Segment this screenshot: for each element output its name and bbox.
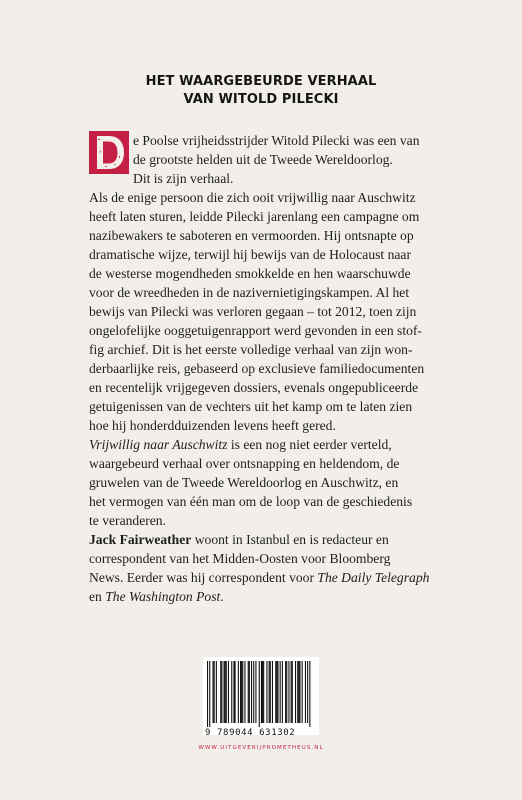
barcode-bar — [276, 661, 277, 723]
barcode-bar — [277, 661, 278, 723]
publisher-website: WWW.UITGEVERIJPROMETHEUS.NL — [198, 745, 324, 751]
barcode-bar — [209, 661, 210, 727]
summary-line-rest: is een nog niet eerder verteld, — [227, 437, 392, 452]
barcode-bar — [263, 661, 264, 723]
barcode-bar — [248, 661, 249, 723]
author-line — [89, 530, 459, 549]
barcode-bar — [261, 661, 262, 723]
author-line — [89, 587, 459, 606]
barcode-bar — [307, 661, 308, 723]
barcode-bar — [291, 661, 292, 723]
author-line-text: News. Eerder was hij correspondent voor — [89, 570, 318, 585]
barcode-bar — [238, 661, 239, 723]
barcode-bar — [292, 661, 293, 723]
barcode-bar — [244, 661, 245, 723]
barcode-bar — [305, 661, 306, 723]
story-paragraph — [89, 188, 459, 435]
story-line: Als de enige persoon die zich ooit vrijwillig naar Auschwitz — [89, 190, 416, 205]
barcode-bar — [309, 661, 310, 727]
barcode-bar — [242, 661, 243, 723]
barcode-bar — [297, 661, 298, 723]
barcode-bar — [221, 661, 222, 723]
barcode-bar — [224, 661, 225, 723]
newspaper-name: The Washington Post — [105, 589, 221, 604]
barcode-bar — [280, 661, 281, 723]
barcode-bar — [226, 661, 227, 723]
barcode-bar — [213, 661, 214, 723]
barcode-bar — [298, 661, 299, 723]
summary-line: het vermogen van één man om de loop van de geschiedenis — [89, 494, 413, 509]
story-line: de westerse mogendheden smokkelde en hen waarschuwde — [89, 266, 411, 281]
isbn-number: 9 789044 631302 — [205, 728, 296, 738]
barcode-bar — [270, 661, 271, 723]
barcode-bar — [225, 661, 226, 723]
story-line: dramatische wijze, terwijl hij bewijs van de Holocaust naar — [89, 247, 411, 262]
book-title: Vrijwillig naar Auschwitz — [89, 437, 228, 452]
barcode-bar — [228, 661, 229, 723]
intro-line: e Poolse vrijheidsstrijder Witold Pilecki was een van — [133, 133, 420, 148]
barcode-bar — [216, 661, 217, 723]
barcode-bar — [266, 661, 267, 723]
story-line: getuigenissen van de vechters uit het kamp om te laten zien — [89, 399, 413, 414]
summary-line: te veranderen. — [89, 513, 166, 528]
story-line: hoe hij honderdduizenden levens heeft gered. — [89, 418, 336, 433]
author-line: correspondent van het Midden-Oosten voor Bloomberg — [89, 551, 391, 566]
intro-line: de grootste helden uit de Tweede Wereldoorlog. — [133, 152, 393, 167]
barcode-bar — [286, 661, 287, 723]
barcode-bar — [235, 661, 236, 723]
barcode-bar — [207, 661, 208, 727]
newspaper-name: The Daily Telegraph — [317, 570, 430, 585]
barcode-bar — [259, 661, 260, 727]
barcode-bar — [288, 661, 289, 723]
barcode-bar — [220, 661, 221, 723]
barcode-bar — [240, 661, 241, 723]
intro-line: Dit is zijn verhaal. — [133, 171, 234, 186]
author-line-text: . — [220, 589, 224, 604]
story-line: ongelofelijke ooggetuigenrapport werd gevonden in een stof- — [89, 323, 422, 338]
barcode-bar — [253, 661, 254, 723]
author-line — [89, 568, 459, 587]
barcode-bar — [275, 661, 276, 723]
author-name: Jack Fairweather — [89, 532, 192, 547]
barcode-bar — [295, 661, 296, 723]
barcode-bar — [214, 661, 215, 723]
barcode-bar — [262, 661, 263, 723]
barcode-bar — [231, 661, 232, 723]
story-line: voor de wreedheden in de nazivernietigingskampen. Al het — [89, 285, 410, 300]
barcode-bar — [249, 661, 250, 723]
cover-heading-line-2: VAN WITOLD PILECKI — [183, 92, 339, 107]
cover-heading-line-1: HET WAARGEBEURDE VERHAAL — [145, 74, 377, 89]
author-line-text: en — [89, 589, 106, 604]
barcode-bar — [285, 661, 286, 723]
summary-line — [89, 435, 459, 454]
barcode-bar — [272, 661, 273, 723]
barcode-bar — [299, 661, 300, 723]
barcode-bar — [255, 661, 256, 723]
barcode-bar — [269, 661, 270, 723]
author-line-rest: woont in Istanbul en is redacteur en — [191, 532, 389, 547]
barcode-bar — [241, 661, 242, 723]
barcode-bar — [251, 661, 252, 723]
barcode-bar — [302, 661, 303, 723]
barcode-bar — [282, 661, 283, 723]
story-line: en recentelijk vrijgegeven dossiers, evenals ongepubliceerde — [89, 380, 419, 395]
story-line: nazibewakers te saboteren en vermoorden. Hij ontsnapte op — [89, 228, 414, 243]
story-line: heeft laten sturen, leidde Pilecki jarenlang een campagne om — [89, 209, 420, 224]
story-line: fig archief. Dit is het eerste volledige verhaal van zijn won- — [89, 342, 413, 357]
summary-paragraph — [89, 435, 459, 530]
story-line: bewijs van Pilecki was verloren gegaan – tot 2012, toen zijn — [89, 304, 417, 319]
intro-paragraph — [89, 131, 459, 188]
isbn-barcode — [203, 657, 319, 735]
summary-line: waargebeurd verhaal over ontsnapping en heldendom, de — [89, 456, 400, 471]
author-bio — [89, 530, 459, 606]
story-line: derbaarlijke reis, gebaseerd op exclusieve familiedocumenten — [89, 361, 425, 376]
barcode-icon — [203, 657, 319, 729]
summary-line: gruwelen van de Tweede Wereldoorlog en Auschwitz, en — [89, 475, 399, 490]
barcode-bar — [233, 661, 234, 723]
